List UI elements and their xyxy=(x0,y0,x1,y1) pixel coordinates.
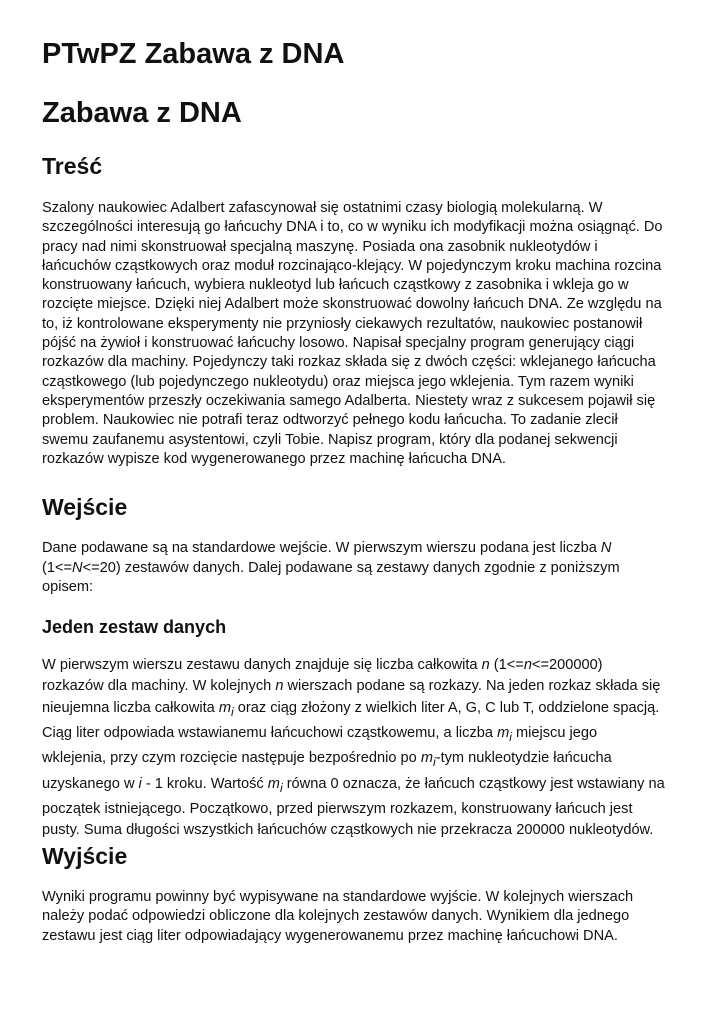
text-line: nieujemna liczba całkowita $m_i$ oraz ciąg złożony z wielkich liter A, G, C lub T, oddzielone spacją. xyxy=(42,699,660,719)
problem-title: Zabawa z DNA xyxy=(42,97,242,129)
text-line: konstruowany łańcuch, wybiera nukleotyd lub łańcuch cząstkowy z zasobnika i wkleja go w xyxy=(42,277,629,294)
text-line: rozcięte miejsce. Dzięki niej Adalbert może skonstruować dowolny łańcuch DNA. Ze względu na xyxy=(42,296,662,313)
text-line: to, iż kontrolowane eksperymenty nie przyniosły ciekawych rezultatów, naukowiec postanowił xyxy=(42,315,643,332)
text-line: szczególności interesują go łańcuchy DNA i to, co w wyniku ich modyfikacji można osiągnąć. Do xyxy=(42,219,663,236)
page-title: PTwPZ Zabawa z DNA xyxy=(42,38,345,70)
paragraph-zestaw xyxy=(42,655,682,842)
section-heading-tresc: Treść xyxy=(42,153,103,179)
text-line: Dane podawane są na standardowe wejście. W pierwszym wierszu podana jest liczba N xyxy=(42,540,612,556)
text-line: Wyniki programu powinny być wypisywane na standardowe wyjście. W kolejnych wierszach xyxy=(42,889,634,905)
text-line: (1<=N<=20) zestawów danych. Dalej podawane są zestawy danych zgodnie z poniższym xyxy=(42,559,620,576)
text-line: opisem: xyxy=(42,579,94,595)
text-line: łańcuchów cząstkowych oraz moduł rozcinająco-klejący. W pojedynczym kroku machina rozcina xyxy=(42,257,662,274)
text-line: pusty. Suma długości wszystkich łańcuchów cząstkowych nie przekracza 200000 nukleotydów. xyxy=(42,822,654,839)
text-line: należy podać odpowiedzi obliczone dla kolejnych zestawów danych. Wynikiem dla jednego xyxy=(42,908,630,925)
paragraph-wejscie xyxy=(42,539,682,598)
text-line: pójść na żywioł i konstruować łańcuchy losowo. Napisał specjalny program generujący ciągi xyxy=(42,335,635,352)
text-line: problem. Naukowiec nie potrafi teraz odtworzyć pełnego kodu łańcucha. To zadanie zlecił xyxy=(42,412,618,429)
section-heading-wejscie: Wejście xyxy=(42,494,128,520)
text-line: swemu zaufanemu asystentowi, czyli Tobie. Napisz program, który dla podanej sekwencji xyxy=(42,431,618,448)
paragraph-wyjscie xyxy=(42,888,682,946)
section-heading-wyjscie: Wyjście xyxy=(42,843,128,869)
text-line: rozkazów wypisze kod wygenerowanego przez machinę łańcucha DNA. xyxy=(42,450,506,467)
paragraph-tresc xyxy=(42,199,682,469)
subsection-heading-zestaw: Jeden zestaw danych xyxy=(42,617,227,637)
text-line: rozkazów dla machiny. Pojedynczy taki rozkaz składa się z dwóch części: wklejanego łańcucha xyxy=(42,354,656,371)
text-line: eksperymentów przeszły oczekiwania samego Adalberta. Niestety wraz z sukcesem pojawił się xyxy=(42,392,656,409)
text-line: Szalony naukowiec Adalbert zafascynował się ostatnimi czasy biologią molekularną. W xyxy=(42,200,603,216)
text-line: pracy nad nimi skonstruował specjalną maszynę. Posiada ona zasobnik nukleotydów i xyxy=(42,238,598,255)
text-line: wklejenia, przy czym rozcięcie następuje bezpośrednio po $m_i$-tym nukleotydzie łańcucha xyxy=(42,750,612,770)
text-line: uzyskanego w i - 1 kroku. Wartość $m_i$ równa 0 oznacza, że łańcuch cząstkowy jest wstawiany na xyxy=(42,775,665,795)
text-line: cząstkowego (lub pojedynczego nukleotydu) oraz miejsca jego wklejenia. Tym razem wyniki xyxy=(42,373,634,390)
text-line: rozkazów dla machiny. W kolejnych n wierszach podane są rozkazy. Na jeden rozkaz składa się xyxy=(42,678,661,695)
text-line: Ciąg liter odpowiada wstawianemu łańcuchowi cząstkowemu, a liczba $m_i$ miejscu jego xyxy=(42,725,598,745)
text-line: zestawu jest ciąg liter odpowiadający wygenerowanemu przez machinę łańcuchowi DNA. xyxy=(42,927,618,944)
text-line: początek istniejącego. Początkowo, przed pierwszym rozkazem, konstruowany łańcuch jest xyxy=(42,801,633,818)
text-line: W pierwszym wierszu zestawu danych znajduje się liczba całkowita n (1<=n<=200000) xyxy=(42,657,603,673)
